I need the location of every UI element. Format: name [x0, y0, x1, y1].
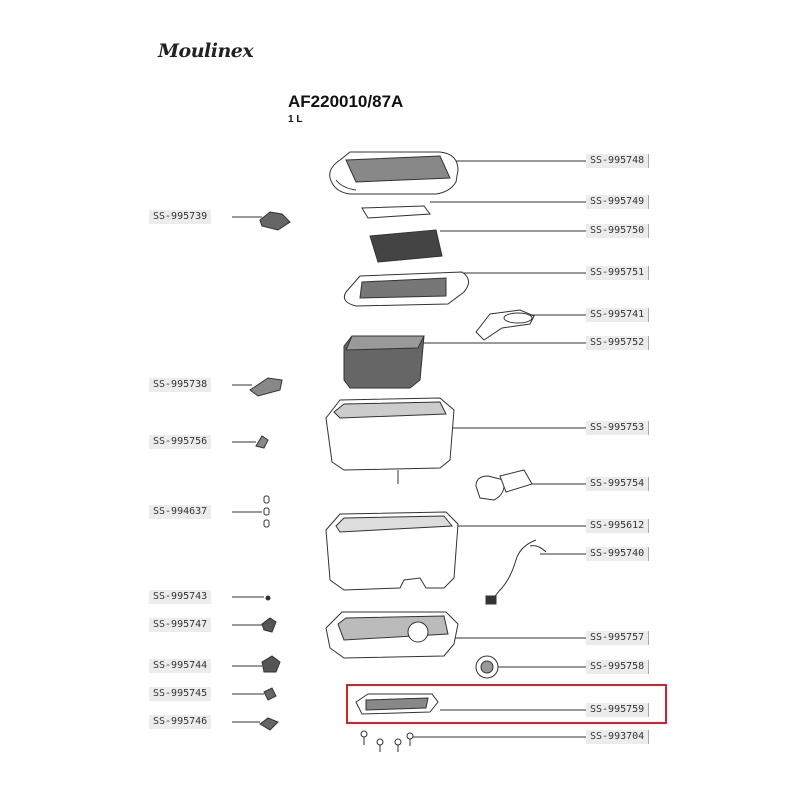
- part-label-basket-handle[interactable]: SS-995741: [586, 308, 649, 322]
- part-label-screw[interactable]: SS-995743: [149, 590, 211, 604]
- model-number: AF220010/87A: [288, 92, 404, 111]
- hinge-part: [260, 212, 290, 230]
- part-label-basket[interactable]: SS-995752: [586, 336, 649, 350]
- part-label-spacers[interactable]: SS-994637: [149, 505, 211, 519]
- brand-logo: Moulinex: [158, 40, 254, 62]
- part-label-filter-holder[interactable]: SS-995751: [586, 266, 649, 280]
- switch-part: [262, 618, 276, 632]
- part-label-lid-button[interactable]: SS-995754: [586, 477, 649, 491]
- part-label-window[interactable]: SS-995749: [586, 195, 649, 209]
- fuse-holder-part: [260, 718, 278, 730]
- highlight-box: [346, 684, 667, 724]
- part-label-bottom-plate[interactable]: SS-995759: [586, 703, 649, 717]
- bowl-part: [326, 398, 454, 484]
- basket-part: [344, 336, 424, 388]
- part-label-clip[interactable]: SS-995756: [149, 435, 211, 449]
- clip-part: [256, 436, 268, 448]
- basket-handle-part: [476, 310, 534, 340]
- lid-catch-part: [250, 378, 282, 396]
- part-label-bowl[interactable]: SS-995753: [586, 421, 649, 435]
- lid-part: [330, 152, 458, 194]
- spacers-part: [264, 496, 269, 527]
- feet-screws-part: [361, 731, 413, 752]
- part-label-thermostat-knob[interactable]: SS-995758: [586, 660, 649, 674]
- filter-holder-part: [344, 272, 468, 306]
- part-label-connector[interactable]: SS-995745: [149, 687, 211, 701]
- part-label-lid-catch[interactable]: SS-995738: [149, 378, 211, 392]
- part-label-fuse-holder[interactable]: SS-995746: [149, 715, 211, 729]
- base-part: [326, 612, 458, 658]
- filter-part: [370, 230, 442, 262]
- lid-button-part: [476, 470, 532, 500]
- part-label-thermostat[interactable]: SS-995744: [149, 659, 211, 673]
- part-label-lid[interactable]: SS-995748: [586, 154, 649, 168]
- thermostat-knob-part: [476, 656, 498, 678]
- part-label-base[interactable]: SS-995757: [586, 631, 649, 645]
- connector-part: [264, 688, 276, 700]
- part-label-switch[interactable]: SS-995747: [149, 618, 211, 632]
- thermostat-part: [262, 656, 280, 672]
- screw-part: [266, 596, 270, 600]
- part-label-body[interactable]: SS-995612: [586, 519, 649, 533]
- part-label-hinge[interactable]: SS-995739: [149, 210, 211, 224]
- part-label-filter[interactable]: SS-995750: [586, 224, 649, 238]
- body-part: [326, 512, 458, 590]
- power-cord-part: [486, 540, 546, 604]
- part-label-feet-screws[interactable]: SS-993704: [586, 730, 649, 744]
- window-part: [362, 206, 430, 218]
- part-label-power-cord[interactable]: SS-995740: [586, 547, 649, 561]
- capacity-label: 1 L: [288, 114, 303, 125]
